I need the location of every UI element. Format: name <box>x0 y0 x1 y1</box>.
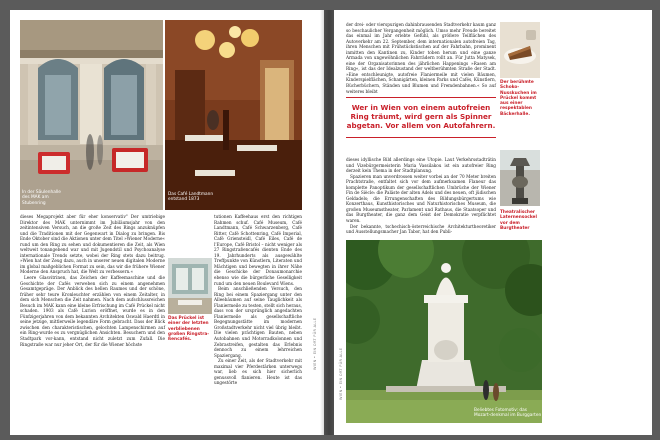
cake-illustration <box>500 22 540 78</box>
right-lower-text <box>346 157 496 249</box>
cafe-interior-illustration <box>165 20 302 210</box>
pull-quote: Wer in Wien von einem autofreien Ring träumt, wird gern als Spinner abgetan. Vor allem von Autofahrern. <box>346 97 496 138</box>
right-folio: WIEN • EIN ORT FÜR ALLE <box>339 347 343 400</box>
left-folio: WIEN • EIN ORT FÜR ALLE <box>313 317 317 370</box>
mozart-monument-photo <box>346 240 542 423</box>
caption-cake: Der berühmte Schoko-Nusskuchen im Prückel kommt aus einer respektablen Bäckerhalle. <box>500 80 537 117</box>
caption-cafe-pruckel: Das Prückel ist einer der letzten verbliebenen großen Ringstraßencafés. <box>168 316 210 343</box>
caption-cafe-landtmann: Das Café Landtmann entstand 1873 <box>168 192 214 203</box>
lantern-illustration <box>500 150 540 206</box>
right-top-paragraph <box>346 22 496 94</box>
museum-hall-illustration <box>20 20 163 210</box>
caption-theater: Theatralischer Laternensockel vor dem Burgtheater <box>500 210 537 231</box>
left-page <box>10 10 324 435</box>
paragraph: der drei- oder vierspurigen dahinbrausenden Stadtverkehr kaum ganz so beschaulicher Vergangenheit möglich. Umso mehr Freude bereitet das einmal im Jahr erlebte Gefühl, als größere Teilflächen des Autoverkehr am 22. September, dem internationalen autofreien Tag, ihren Menschen mit Frühstückstischen auf der Fahrbahn, prominent inmitten den Kantinen zu, Kinder toben herum und eine ganze Armada von ungewöhnlichen Fahrrädern rollt an. Für Jutta Matysek, eine der Organisatorinnen des jährlichen Happenings »Rasen am Ring«, ist das der Idealzustand der weltberühmten Straße der Stadt. »Eine entschleunigte, autofreie Flaniermeile mit vielen Bäumen, Kinderspielflächen, Schanigärten, kleinen Parks und Cafés, Künstlern, Bücherbüchern, Ständen und Blumen und Fremdenbahnen.« So auf weiteres bleibt <box>346 22 496 94</box>
paragraph: Beim anschließenden Versuch, den Ring bei einem Spaziergang unter den Alleebäumen auf seine Tauglichkeit als Flaniermeile zu testen, stellt sich heraus, dass von der ursprünglich angedachten Flaniermeile als gesellschaftliche Begegnungsstätte im modernen Großstadtverkehr nicht viel übrig bleibt. Die vielen prächtigen Bauten, neben Autobahnen und Motorradkolonnen und Zebrastreifen, gestalten das Erlebnis dennoch zu einem lehrreichen Spaziergang. <box>214 286 302 358</box>
paragraph: Der bekannte, tschechisch-österreichische Architekturtheoretiker und Ausstellungsmacher Jan Tabor, hat den Publi- <box>346 223 496 235</box>
left-column-2 <box>214 214 302 429</box>
right-page <box>334 10 652 435</box>
paragraph: Leere Glasvitrinen, das Zeichen der Kaffeemaschine und die Geschichte der Cafés verweben sich zu einem angenehmen Gesamtgepräge. Der Anblick des hellen Raumes und der schöne, früher sehr teure Kronleuchter erzählen von einem Zeitalter, in dem sich Menschen die Zeit nahmen. Nach dem aufschlussreichen Besuch im MAK kann eine kleine Erfrischung im Café Prückel nicht schaden. 1903 als Café Lurion eröffnet, wurde es in den Fünfzigerjahren von dem bekannten Architekten Oswald Haerdtl in seine jetzige, mittlerweile legendäre Form gebracht. Dass der Blick zwischen den charakteristischen, gelochten Lampenschirmen auf ein Ring-wurde es zu vergnüglichen Ansichten. Besuchern und den Stadtpark vor-kann, entstand nicht zuletzt zum Zufall. Die Ringstraße war nur jeher Ort, der für die Wiener höchste <box>20 275 165 347</box>
cafe-pruckel-photo <box>168 258 212 314</box>
pruckel-illustration <box>168 258 212 314</box>
mozart-illustration <box>346 240 542 423</box>
paragraph: tutionen Kaffeehaus erst den richtigen Rahmen schuf. Café Museum, Café Landtmann, Café Schwarzenberg, Café Ritter, Café Schottenring, Café Imperial, Café Griensteidl, Café Eiles, Café de l'Europe, Café Bristol – nicht weniger als 27 Ringstraßencafés dienten Ende des 19. Jahrhunderts als ausgewählte Treffpunkte von Künstlern, Literaten und Mächtigen und bewegten in ihrer Nähe die Geschicke der Donaumonarchie ebenso wie die bürgerliche Geselligkeit rund um den neuen Boulevard Wiens. <box>214 214 302 286</box>
left-column-1 <box>20 214 165 429</box>
caption-museum-hall: In der Säulenhalle des MAK am Stubenring <box>22 190 61 206</box>
cafe-landtmann-photo <box>165 20 302 210</box>
caption-mozart: Beliebtes Fotomotiv: das Mozart-denkmal im Burggarten <box>474 408 542 419</box>
paragraph: Spazieren man unverdrossen weiter vorbei an der 70 Meter breiten Prachtstraße, entfaltet sich vor dem aufmerksamen Flaneur das komplette Panoptikum der gesellschaftlichen Umbrüche der Wiener Fin de Siècle: die Paläste der alten Adels und des neuen, oft jüdischen Geldadels; die Errungenschaften des Bildungsbürgertums wie Konzerthaus, Kunsthistorisches und Naturhistorisches Museum, die großen Museumstheater, Parlament und Rathaus, die Staatsoper und das Burgtheater, die ganz dem Geist der Demokratie verpflichtet waren. <box>346 173 496 224</box>
paragraph: dieses Megaprojekt aber für eher konservativ" Der umtriebige Direktor des MAK unternimmt im Jubiläumsjahr von den zeitintensiven Versuch, an die große Zeit des Rings anzuknüpfen und die Traditionen mit der Gegenwart in Dialog zu bringen. Bis Ende Oktober sind die Aktionen unter dem Titel »Wiener Moderne« rund um den Ring zu sehen und dokumentieren die Zeit, als Wien weltweit tonangebend war und mit Jugendstil und Psychoanalyse internationale Trends setzte, wobei der Ring stets dazu beitrug. »Wien hat der Zeug dazu, auch in unserer neuen digitalen Moderne im global maßgeblichen Format zu sein, das wir die frühere Wiener Moderne den Anspruch hat, die Welt zu verbessern.« <box>20 214 165 275</box>
cake-photo <box>500 22 540 78</box>
theater-lantern-photo <box>500 150 540 206</box>
paragraph: dieses idyllische Bild allerdings eine Utopie. Laut Verkehrsstadträtin und Vizebürgermeisterin Maria Vassilakou ist ein autofreier Ring derzeit kein Thema in der Stadtplanung. <box>346 157 496 174</box>
museum-hall-photo <box>20 20 163 210</box>
paragraph: Zu einer Zeit, als der Stadtverkehr mit maximal vier Pferdestärken unterwegs war, lieb es sich hier sicherlich genussvoll flanieren. Heute ist das ungestörte <box>214 358 302 386</box>
